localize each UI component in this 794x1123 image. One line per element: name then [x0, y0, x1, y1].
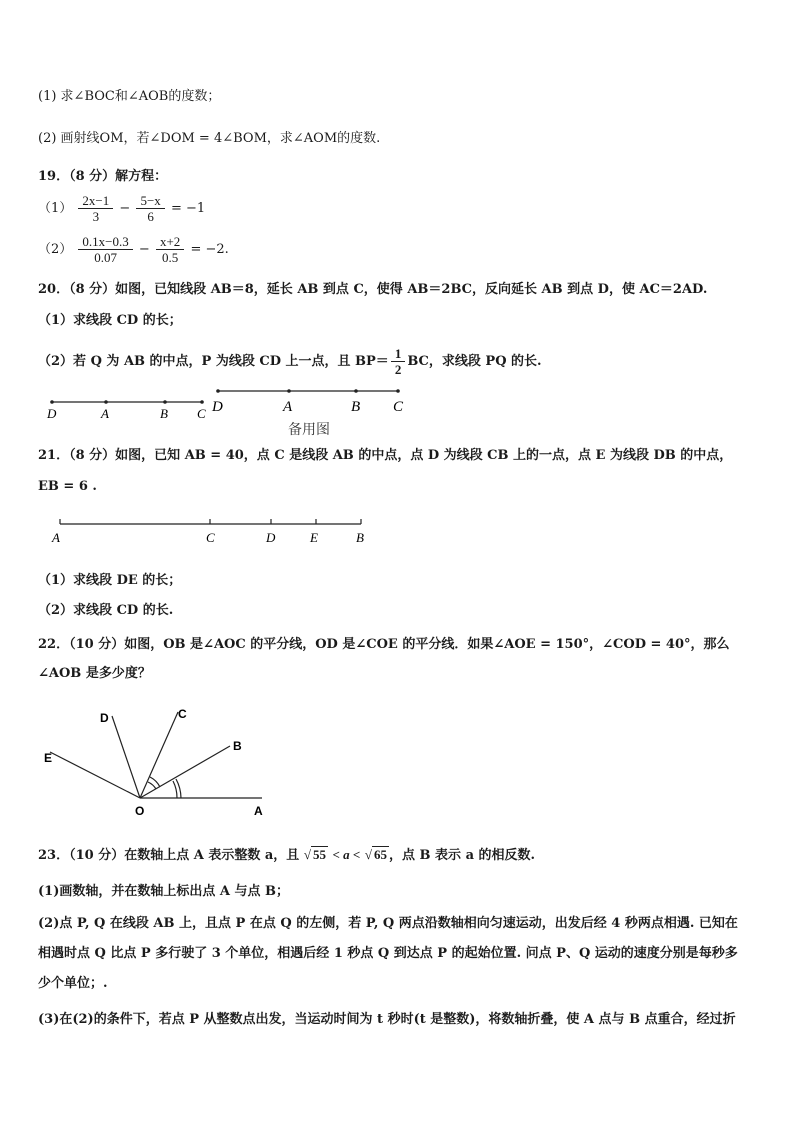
- q19-eq1-rhs: = −1: [170, 201, 206, 216]
- q19-heading: 19．（8 分）解方程：: [38, 169, 168, 184]
- q19-eq1-frac2: $\frac{5-x}{6}$: [136, 193, 164, 224]
- q22-heading: 22．（10 分）如图，OB 是∠AOC 的平分线，OD 是∠COE 的平分线．如果∠AOE = 150°，∠COD = 40°，那么: [38, 637, 730, 652]
- q22-fig-B: B: [233, 739, 242, 753]
- q23-part2-line3: 少个单位；.: [38, 976, 108, 991]
- q20-fig1-A: A: [101, 406, 109, 420]
- q20-fig2-C: C: [393, 399, 404, 415]
- q23-sqrt-65: √ 65: [364, 847, 387, 862]
- q20-fig1-C: C: [197, 406, 206, 420]
- q22-angle-figure: [40, 704, 280, 820]
- q19-eq1-op: −: [119, 201, 131, 216]
- q19-eq2-label: （2）: [38, 242, 73, 257]
- q21-fig-A: A: [52, 530, 60, 545]
- q21-part2: （2）求线段 CD 的长.: [38, 603, 174, 618]
- q21-part1: （1）求线段 DE 的长；: [38, 573, 182, 588]
- q22-fig-A: A: [254, 804, 263, 818]
- q20-half-frac: $\frac{1}{2}$: [391, 346, 406, 377]
- q20-fig2-B: B: [351, 399, 361, 415]
- q21-heading-cont: EB = 6 .: [38, 479, 97, 494]
- q19-eq1-frac1: $\frac{2x-1}{3}$: [78, 193, 113, 224]
- q22-fig-E: E: [44, 751, 53, 765]
- q18-part2: (2) 画射线OM，若∠DOM = 4∠BOM，求∠AOM的度数.: [38, 131, 381, 146]
- q20-part2: （2）若 Q 为 AB 的中点，P 为线段 CD 上一点，且 BP＝ $\frac{1}{2}$ BC，求线段 PQ 的长.: [38, 346, 542, 377]
- q19-eq2-op: −: [138, 242, 150, 257]
- q23-inequality: < a <: [332, 847, 361, 862]
- q19-eq2-rhs: = −2.: [190, 242, 229, 257]
- q20-figure-main: [40, 390, 220, 420]
- q19-eq1-label: （1）: [38, 201, 73, 216]
- q21-fig-D: D: [266, 530, 276, 545]
- q22-fig-O: O: [135, 804, 145, 818]
- q18-part1: (1) 求∠BOC和∠AOB的度数；: [38, 89, 221, 104]
- q23-sqrt-55: √ 55: [303, 847, 326, 862]
- q19-eq2: [38, 234, 229, 265]
- q20-heading: 20．（8 分）如图，已知线段 AB＝8，延长 AB 到点 C，使得 AB＝2BC，反向延长 AB 到点 D，使 AC＝2AD.: [38, 282, 708, 297]
- q21-fig-C: C: [206, 530, 215, 545]
- q20-fig2-A: A: [283, 399, 293, 415]
- q22-fig-D: D: [100, 711, 109, 725]
- q23-part2-line2: 相遇时点 Q 比点 P 多行驶了 3 个单位，相遇后经 1 秒点 Q 到达点 P 的起始位置. 问点 P、Q 运动的速度分别是每秒多: [38, 946, 738, 961]
- q21-fig-E: E: [310, 530, 318, 545]
- q20-part1: （1）求线段 CD 的长；: [38, 313, 182, 328]
- q22-heading-cont: ∠AOB 是多少度？: [38, 666, 151, 681]
- q23-heading: 23．（10 分）在数轴上点 A 表示整数 a，且 √ 55 < a < √ 65 ，点 B 表示 a 的相反数.: [38, 847, 536, 863]
- q20-spare-caption: 备用图: [288, 422, 330, 438]
- q19-eq2-frac2: $\frac{x+2}{0.5}$: [156, 234, 184, 265]
- q22-fig-C: C: [178, 707, 187, 721]
- q21-heading: 21．（8 分）如图，已知 AB = 40，点 C 是线段 AB 的中点，点 D 为线段 CB 上的一点，点 E 为线段 DB 的中点，: [38, 448, 733, 463]
- q20-fig2-D: D: [212, 399, 223, 415]
- q23-part2-line1: (2)点 P, Q 在线段 AB 上，且点 P 在点 Q 的左侧，若 P, Q 两点沿数轴相向匀速运动，出发后经 4 秒两点相遇. 已知在: [38, 916, 738, 931]
- q23-part3: (3)在(2)的条件下，若点 P 从整数点出发，当运动时间为 t 秒时(t 是整数)，将数轴折叠，使 A 点与 B 点重合，经过折: [38, 1012, 736, 1027]
- q19-eq2-frac1: $\frac{0.1x-0.3}{0.07}$: [78, 234, 132, 265]
- q20-fig1-B: B: [160, 406, 168, 420]
- q21-figure: [48, 514, 378, 548]
- q23-part1: (1)画数轴，并在数轴上标出点 A 与点 B；: [38, 884, 289, 899]
- q21-fig-B: B: [356, 530, 364, 545]
- q20-fig1-D: D: [47, 406, 57, 420]
- q20-figure-spare: [208, 381, 418, 439]
- q19-eq1: [38, 193, 205, 224]
